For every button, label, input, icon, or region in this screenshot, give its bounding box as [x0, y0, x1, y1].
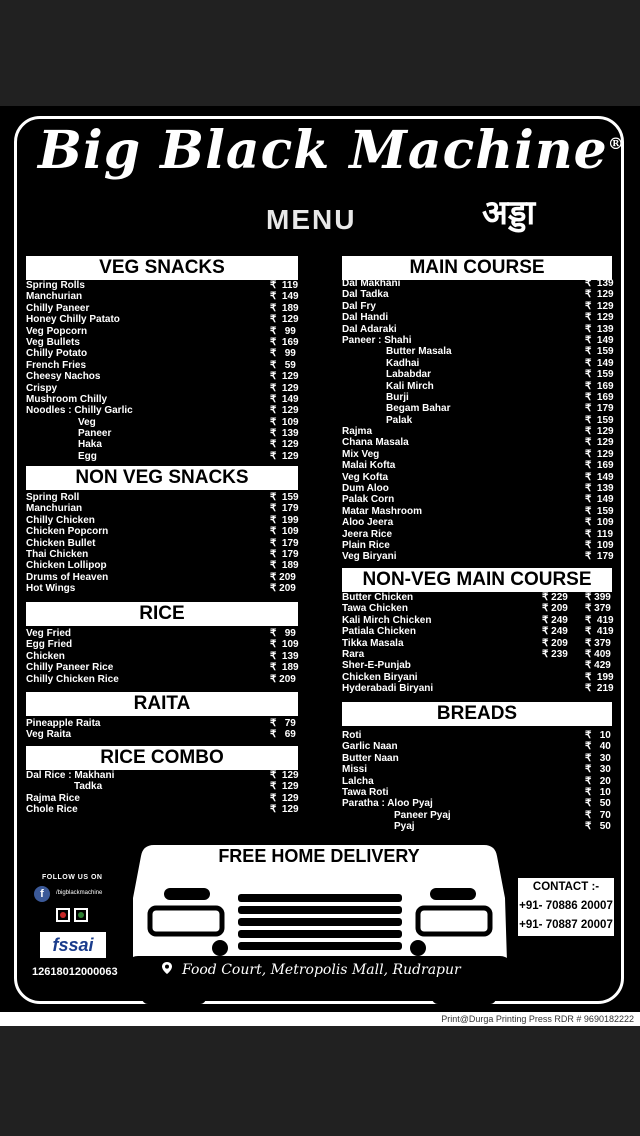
menu-item-half-price: ₹ 209 — [542, 637, 568, 649]
menu-item-price: ₹ 379 — [585, 637, 611, 649]
menu-item — [342, 764, 612, 775]
phone-number-2[interactable]: +91- 70887 20007 — [519, 919, 613, 931]
menu-item — [342, 460, 612, 471]
menu-item — [26, 804, 298, 815]
menu-item-name: Cheesy Nachos — [26, 371, 101, 383]
menu-item — [26, 781, 298, 792]
menu-item-name: Chilly Chicken Rice — [26, 673, 119, 685]
registered-mark: ® — [607, 134, 625, 153]
menu-item-name: Chicken Biryani — [342, 671, 418, 683]
menu-item-price: ₹ 189 — [270, 662, 299, 674]
menu-item-price: ₹ 179 — [585, 551, 614, 563]
menu-item-price: ₹ 129 — [270, 382, 299, 394]
menu-item — [342, 335, 612, 346]
menu-item-name: Paneer : Shahi — [342, 334, 412, 346]
menu-item-name: Spring Rolls — [26, 280, 85, 291]
non-veg-snacks-list — [26, 492, 298, 595]
menu-item-half-price: ₹ 249 — [542, 614, 568, 626]
main-course-heading: MAIN COURSE — [342, 256, 612, 280]
menu-item-name: Palak Corn — [342, 494, 395, 506]
menu-item-price: ₹ 169 — [585, 391, 614, 403]
menu-item — [26, 793, 298, 804]
menu-item-name: Chole Rice — [26, 804, 78, 816]
menu-item-name: Tadka — [74, 781, 103, 793]
menu-item — [26, 549, 298, 560]
menu-item-price: ₹ 429 — [585, 660, 611, 672]
menu-item-name: Paratha : Aloo Pyaj — [342, 798, 433, 810]
veg-snacks-heading: VEG SNACKS — [26, 256, 298, 280]
menu-item-price: ₹ 189 — [270, 302, 299, 314]
menu-item-name: Dal Handi — [342, 312, 389, 324]
menu-item — [342, 449, 612, 460]
menu-item — [342, 540, 612, 551]
menu-item — [26, 360, 298, 371]
menu-item-name: Butter Masala — [386, 346, 452, 358]
menu-item — [342, 381, 612, 392]
menu-item-price: ₹ 159 — [585, 369, 614, 381]
menu-item-name: French Fries — [26, 359, 87, 371]
menu-item-name: Chana Masala — [342, 437, 409, 449]
menu-item — [26, 492, 298, 503]
menu-item-name: Aloo Jeera — [342, 517, 394, 529]
menu-item-price: ₹ 129 — [270, 439, 299, 451]
menu-item-price: ₹ 139 — [270, 428, 299, 440]
menu-item-name: Spring Roll — [26, 492, 80, 503]
menu-item-price: ₹ 50 — [585, 821, 611, 833]
menu-item-price: ₹ 139 — [585, 483, 614, 495]
menu-item-price: ₹ 79 — [270, 718, 296, 729]
menu-item-name: Noodles : Chilly Garlic — [26, 405, 133, 417]
menu-item — [342, 392, 612, 403]
menu-item-name: Hot Wings — [26, 583, 76, 595]
main-course-list — [342, 278, 612, 563]
menu-item-price: ₹ 30 — [585, 752, 611, 764]
menu-item — [342, 730, 612, 741]
menu-item — [26, 651, 298, 662]
menu-item-half-price: ₹ 209 — [542, 603, 568, 615]
menu-item — [26, 560, 298, 571]
menu-item-name: Begam Bahar — [386, 403, 451, 415]
menu-item-price: ₹ 159 — [585, 414, 614, 426]
menu-item-name: Garlic Naan — [342, 741, 398, 753]
menu-item — [26, 451, 298, 462]
menu-item-price: ₹ 99 — [270, 325, 296, 337]
menu-item-name: Honey Chilly Patato — [26, 314, 120, 326]
menu-item — [26, 405, 298, 416]
menu-item-name: Veg Fried — [26, 628, 72, 639]
menu-item — [342, 472, 612, 483]
menu-item — [342, 551, 612, 562]
menu-item-name: Rajma — [342, 426, 373, 438]
menu-item-name: Rara — [342, 648, 365, 660]
menu-item-name: Burji — [386, 391, 409, 403]
menu-item — [26, 314, 298, 325]
menu-item-price: ₹ 70 — [585, 809, 611, 821]
menu-item-price: ₹ 109 — [270, 526, 299, 538]
menu-item-name: Veg — [78, 416, 96, 428]
menu-item — [342, 810, 612, 821]
menu-item — [342, 649, 612, 660]
menu-item-price: ₹ 129 — [270, 405, 299, 417]
menu-item — [342, 787, 612, 798]
menu-item — [342, 506, 612, 517]
menu-item-name: Chicken Bullet — [26, 537, 96, 549]
menu-item-name: Chilly Paneer — [26, 302, 90, 314]
menu-item — [26, 383, 298, 394]
menu-item — [342, 437, 612, 448]
contact-title: CONTACT :- — [532, 881, 600, 893]
menu-item-name: Butter Naan — [342, 752, 399, 764]
raita-list — [26, 718, 298, 741]
menu-item-price: ₹ 99 — [270, 348, 296, 360]
menu-item-name: Tawa Roti — [342, 786, 389, 798]
menu-item — [342, 798, 612, 809]
menu-item-price: ₹ 129 — [270, 792, 299, 804]
menu-item-name: Egg Fried — [26, 639, 73, 651]
rice-list — [26, 628, 298, 685]
menu-item-price: ₹ 179 — [270, 503, 299, 515]
menu-item-price: ₹ 169 — [585, 460, 614, 472]
menu-item — [342, 289, 612, 300]
menu-item-name: Kali Mirch Chicken — [342, 614, 432, 626]
menu-item — [342, 494, 612, 505]
fssai-logo: fssai — [40, 932, 106, 958]
menu-item-name: Drums of Heaven — [26, 571, 109, 583]
menu-item-name: Lalcha — [342, 775, 374, 787]
breads-list — [342, 730, 612, 833]
menu-item-price: ₹ 209 — [270, 673, 296, 685]
menu-item — [26, 729, 298, 740]
brand-logo — [38, 120, 625, 181]
menu-item — [342, 415, 612, 426]
menu-item-price: ₹ 179 — [270, 548, 299, 560]
fssai-license-number: 12618012000063 — [32, 966, 118, 978]
menu-item-name: Dal Fry — [342, 300, 376, 312]
menu-item-price: ₹ 179 — [585, 403, 614, 415]
menu-item-price: ₹ 209 — [270, 571, 296, 583]
menu-item — [342, 278, 612, 289]
menu-item-name: Dal Rice : Makhani — [26, 770, 115, 781]
menu-item-name: Missi — [342, 764, 368, 776]
menu-item — [342, 592, 612, 603]
menu-item-price: ₹ 379 — [585, 603, 611, 615]
menu-item-price: ₹ 129 — [270, 770, 299, 781]
menu-item-name: Chicken — [26, 650, 65, 662]
menu-item-half-price: ₹ 229 — [542, 592, 568, 603]
raita-heading: RAITA — [26, 692, 298, 716]
menu-item-price: ₹ 129 — [270, 371, 299, 383]
menu-item — [342, 529, 612, 540]
menu-item-name: Egg — [78, 450, 97, 462]
menu-item-price: ₹ 139 — [270, 650, 299, 662]
menu-item-price: ₹ 209 — [270, 583, 296, 595]
menu-item-name: Rajma Rice — [26, 792, 80, 804]
menu-item — [26, 572, 298, 583]
menu-item-price: ₹ 129 — [585, 448, 614, 460]
menu-item — [342, 626, 612, 637]
menu-item-price: ₹ 20 — [585, 775, 611, 787]
menu-item-name: Dal Tadka — [342, 289, 389, 301]
menu-item-name: Dum Aloo — [342, 483, 389, 495]
menu-item-name: Manchurian — [26, 503, 83, 515]
rice-heading: RICE — [26, 602, 298, 626]
menu-item-price: ₹ 159 — [585, 505, 614, 517]
menu-item — [26, 770, 298, 781]
menu-item-price: ₹ 129 — [585, 312, 614, 324]
menu-item — [342, 660, 612, 671]
menu-item-price: ₹ 179 — [270, 537, 299, 549]
menu-item-price: ₹ 159 — [270, 492, 299, 503]
menu-item — [26, 718, 298, 729]
menu-item-name: Jeera Rice — [342, 528, 393, 540]
menu-item-price: ₹ 30 — [585, 764, 611, 776]
menu-item-price: ₹ 99 — [270, 628, 296, 639]
menu-item-price: ₹ 149 — [585, 357, 614, 369]
rice-combo-heading: RICE COMBO — [26, 746, 298, 770]
menu-item-name: Malai Kofta — [342, 460, 396, 472]
printer-credit: Print@Durga Printing Press RDR # 9690182222 — [441, 1014, 634, 1024]
veg-snacks-list — [26, 280, 298, 462]
printer-credit-strip — [0, 1012, 640, 1026]
menu-item — [26, 428, 298, 439]
menu-item-price: ₹ 399 — [585, 592, 611, 603]
menu-item-name: Chicken Popcorn — [26, 526, 109, 538]
menu-item-name: Palak — [386, 414, 413, 426]
menu-item — [342, 483, 612, 494]
menu-item-price: ₹ 419 — [585, 626, 614, 638]
menu-item-price: ₹ 10 — [585, 730, 611, 741]
menu-item-name: Veg Kofta — [342, 471, 389, 483]
menu-item-price: ₹ 149 — [585, 334, 614, 346]
menu-item — [342, 301, 612, 312]
menu-item-name: Chilly Potato — [26, 348, 88, 360]
menu-item — [26, 503, 298, 514]
menu-item-name: Hyderabadi Biryani — [342, 683, 434, 695]
menu-item — [342, 517, 612, 528]
brand-hindi: अड्डा — [482, 193, 536, 233]
menu-item-price: ₹ 409 — [585, 648, 611, 660]
menu-item-name: Pyaj — [394, 821, 415, 833]
menu-item-name: Plain Rice — [342, 539, 390, 551]
menu-item-name: Chilly Chicken — [26, 514, 95, 526]
menu-item — [342, 638, 612, 649]
menu-title: MENU — [266, 204, 357, 235]
menu-item-price: ₹ 129 — [585, 437, 614, 449]
menu-item — [342, 821, 612, 832]
menu-item — [26, 371, 298, 382]
menu-item-price: ₹ 109 — [270, 639, 299, 651]
menu-item-name: Mushroom Chilly — [26, 393, 108, 405]
menu-item-name: Veg Biryani — [342, 551, 397, 563]
address: Food Court, Metropolis Mall, Rudrapur — [182, 962, 461, 978]
menu-item-price: ₹ 199 — [270, 514, 299, 526]
menu-item-price: ₹ 149 — [585, 471, 614, 483]
contact-box — [518, 878, 614, 936]
menu-item — [26, 280, 298, 291]
menu-item — [26, 439, 298, 450]
menu-item — [342, 403, 612, 414]
menu-item — [342, 346, 612, 357]
menu-item-name: Pineapple Raita — [26, 718, 101, 729]
menu-item-price: ₹ 199 — [585, 671, 614, 683]
menu-item-name: Matar Mashroom — [342, 505, 423, 517]
menu-item-name: Manchurian — [26, 291, 83, 303]
menu-item — [26, 662, 298, 673]
menu-item-name: Paneer — [78, 428, 112, 440]
non-veg-snacks-heading: NON VEG SNACKS — [26, 466, 298, 490]
menu-item — [342, 753, 612, 764]
menu-item-name: Roti — [342, 730, 362, 741]
menu-item — [26, 515, 298, 526]
menu-item — [26, 291, 298, 302]
menu-item-name: Mix Veg — [342, 448, 380, 460]
brand-name: Big Black Machine — [38, 120, 608, 181]
menu-item-price: ₹ 149 — [585, 494, 614, 506]
menu-item-name: Thai Chicken — [26, 548, 89, 560]
menu-item — [26, 417, 298, 428]
menu-item — [342, 358, 612, 369]
menu-item-name: Butter Chicken — [342, 592, 414, 603]
phone-number-1[interactable]: +91- 70886 20007 — [519, 900, 613, 912]
menu-item-name: Patiala Chicken — [342, 626, 416, 638]
menu-item — [26, 583, 298, 594]
menu-item-price: ₹ 10 — [585, 786, 611, 798]
non-veg-main-course-list — [342, 592, 612, 695]
menu-item-price: ₹ 129 — [270, 804, 299, 816]
menu-item-price: ₹ 139 — [585, 323, 614, 335]
menu-item-name: Haka — [78, 439, 102, 451]
breads-heading: BREADS — [342, 702, 612, 726]
menu-item-price: ₹ 169 — [270, 336, 299, 348]
menu-item — [26, 628, 298, 639]
menu-item-price: ₹ 69 — [270, 729, 296, 741]
menu-item-price: ₹ 149 — [270, 393, 299, 405]
menu-item-price: ₹ 109 — [585, 539, 614, 551]
menu-item-price: ₹ 129 — [585, 300, 614, 312]
menu-item-name: Kali Mirch — [386, 380, 434, 392]
menu-item-price: ₹ 119 — [585, 528, 614, 540]
menu-item-half-price: ₹ 239 — [542, 648, 568, 660]
menu-board — [0, 106, 640, 1026]
menu-item — [342, 615, 612, 626]
menu-item-price: ₹ 109 — [585, 517, 614, 529]
menu-item-price: ₹ 139 — [585, 278, 614, 289]
menu-item — [26, 639, 298, 650]
facebook-icon[interactable]: f — [34, 886, 50, 902]
menu-item-price: ₹ 40 — [585, 741, 611, 753]
menu-item-price: ₹ 129 — [585, 426, 614, 438]
menu-item — [342, 683, 612, 694]
menu-item-name: Dal Makhani — [342, 278, 401, 289]
menu-item-name: Veg Popcorn — [26, 325, 88, 337]
menu-item-price: ₹ 129 — [270, 450, 299, 462]
menu-item-name: Chilly Paneer Rice — [26, 662, 114, 674]
menu-item — [342, 776, 612, 787]
menu-item-price: ₹ 119 — [270, 280, 299, 291]
menu-item — [342, 324, 612, 335]
menu-item-name: Chicken Lollipop — [26, 560, 107, 572]
menu-item — [26, 348, 298, 359]
menu-item — [26, 337, 298, 348]
menu-item — [342, 741, 612, 752]
menu-item-name: Veg Bullets — [26, 336, 80, 348]
menu-item-name: Paneer Pyaj — [394, 809, 451, 821]
menu-item-price: ₹ 59 — [270, 359, 296, 371]
menu-item-price: ₹ 419 — [585, 614, 614, 626]
facebook-handle[interactable]: /bigblackmachine — [56, 890, 103, 896]
veg-symbol-icon — [74, 908, 88, 922]
follow-us-label: FOLLOW US ON — [42, 874, 103, 881]
rice-combo-list — [26, 770, 298, 816]
menu-item-price: ₹ 129 — [270, 781, 299, 793]
menu-item-price: ₹ 129 — [585, 289, 614, 301]
menu-item — [342, 426, 612, 437]
menu-item — [26, 326, 298, 337]
menu-item-name: Tikka Masala — [342, 637, 404, 649]
menu-item — [26, 526, 298, 537]
menu-item — [26, 394, 298, 405]
menu-item-name: Crispy — [26, 382, 58, 394]
menu-item-price: ₹ 149 — [270, 291, 299, 303]
location-pin-icon — [160, 961, 174, 975]
menu-item — [26, 538, 298, 549]
menu-item — [342, 672, 612, 683]
menu-item-price: ₹ 189 — [270, 560, 299, 572]
menu-item — [342, 369, 612, 380]
menu-item — [342, 603, 612, 614]
menu-item — [26, 303, 298, 314]
menu-item-name: Dal Adaraki — [342, 323, 397, 335]
menu-item-name: Veg Raita — [26, 729, 72, 741]
menu-item-half-price: ₹ 249 — [542, 626, 568, 638]
menu-item-name: Lababdar — [386, 369, 432, 381]
menu-item-name: Sher-E-Punjab — [342, 660, 411, 672]
free-home-delivery-banner: FREE HOME DELIVERY — [218, 846, 420, 866]
menu-item-price: ₹ 50 — [585, 798, 611, 810]
menu-item — [26, 674, 298, 685]
menu-item-name: Tawa Chicken — [342, 603, 408, 615]
menu-item — [342, 312, 612, 323]
menu-item-price: ₹ 109 — [270, 416, 299, 428]
menu-item-price: ₹ 129 — [270, 314, 299, 326]
menu-item-name: Kadhai — [386, 357, 420, 369]
non-veg-main-course-heading: NON-VEG MAIN COURSE — [342, 568, 612, 592]
menu-item-price: ₹ 159 — [585, 346, 614, 358]
nonveg-symbol-icon — [56, 908, 70, 922]
menu-item-price: ₹ 219 — [585, 683, 614, 695]
menu-item-price: ₹ 169 — [585, 380, 614, 392]
